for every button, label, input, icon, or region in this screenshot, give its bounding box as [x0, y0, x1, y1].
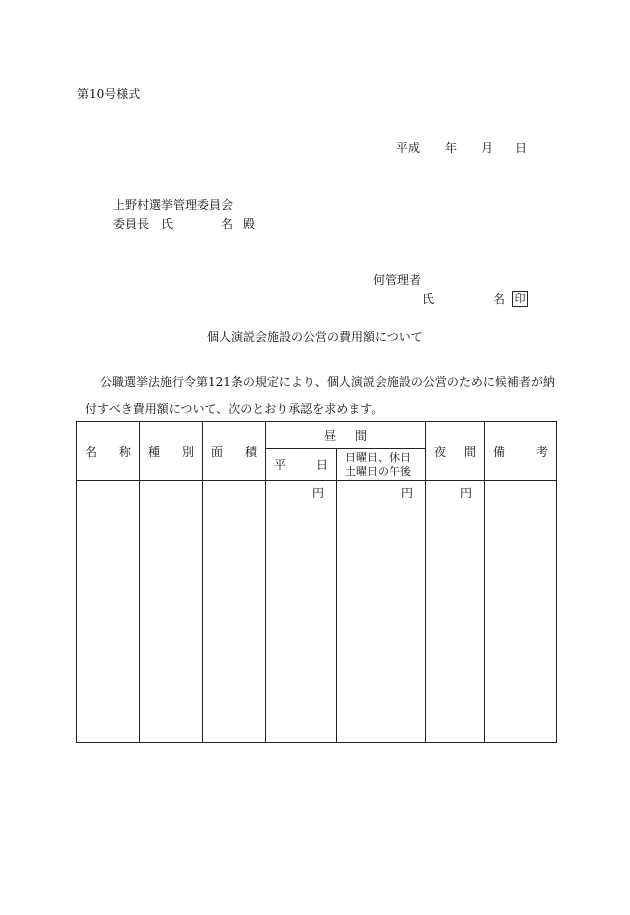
- cell-area: [203, 481, 266, 743]
- expense-table: [76, 421, 557, 743]
- recipient-title: 委員長 氏: [113, 217, 174, 231]
- recipient-name: 名: [221, 217, 234, 231]
- header-night: 夜 間: [426, 422, 485, 481]
- recipient-line1: 上野村選挙管理委員会: [113, 198, 234, 212]
- sender-name-a: 氏: [422, 292, 435, 306]
- cell-holiday: [337, 481, 426, 743]
- header-holiday: 日曜日、休日 土曜日の午後: [337, 449, 426, 481]
- header-type: 種 別: [140, 422, 203, 481]
- date-era: 平成: [396, 141, 421, 155]
- yen-unit: 円: [311, 486, 324, 500]
- cell-remarks: [485, 481, 557, 743]
- cell-night: [426, 481, 485, 743]
- recipient-honorific: 殿: [243, 217, 256, 231]
- yen-unit: 円: [400, 486, 413, 500]
- seal-mark: 印: [512, 291, 528, 307]
- sender-name-b: 名: [493, 292, 506, 306]
- date-day: 日: [515, 141, 528, 155]
- yen-unit: 円: [459, 486, 472, 500]
- form-number: 第10号様式: [77, 87, 141, 101]
- cell-weekday: [266, 481, 337, 743]
- body-line-2: 付すべき費用額について、次のとおり承認を求めます。: [85, 402, 384, 416]
- cell-type: [140, 481, 203, 743]
- body-line-1: 公職選挙法施行令第121条の規定により、個人演説会施設の公営のために候補者が納: [100, 375, 555, 389]
- cell-name: [77, 481, 140, 743]
- document-title: 個人演説会施設の公営の費用額について: [207, 330, 423, 344]
- date-year: 年: [445, 141, 458, 155]
- header-remarks: 備 考: [485, 422, 557, 481]
- header-daytime: 昼 間: [266, 422, 426, 449]
- header-weekday: 平 日: [266, 449, 337, 481]
- header-area: 面 積: [203, 422, 266, 481]
- sender-title: 何管理者: [373, 273, 422, 287]
- date-month: 月: [481, 141, 494, 155]
- header-name: 名 称: [77, 422, 140, 481]
